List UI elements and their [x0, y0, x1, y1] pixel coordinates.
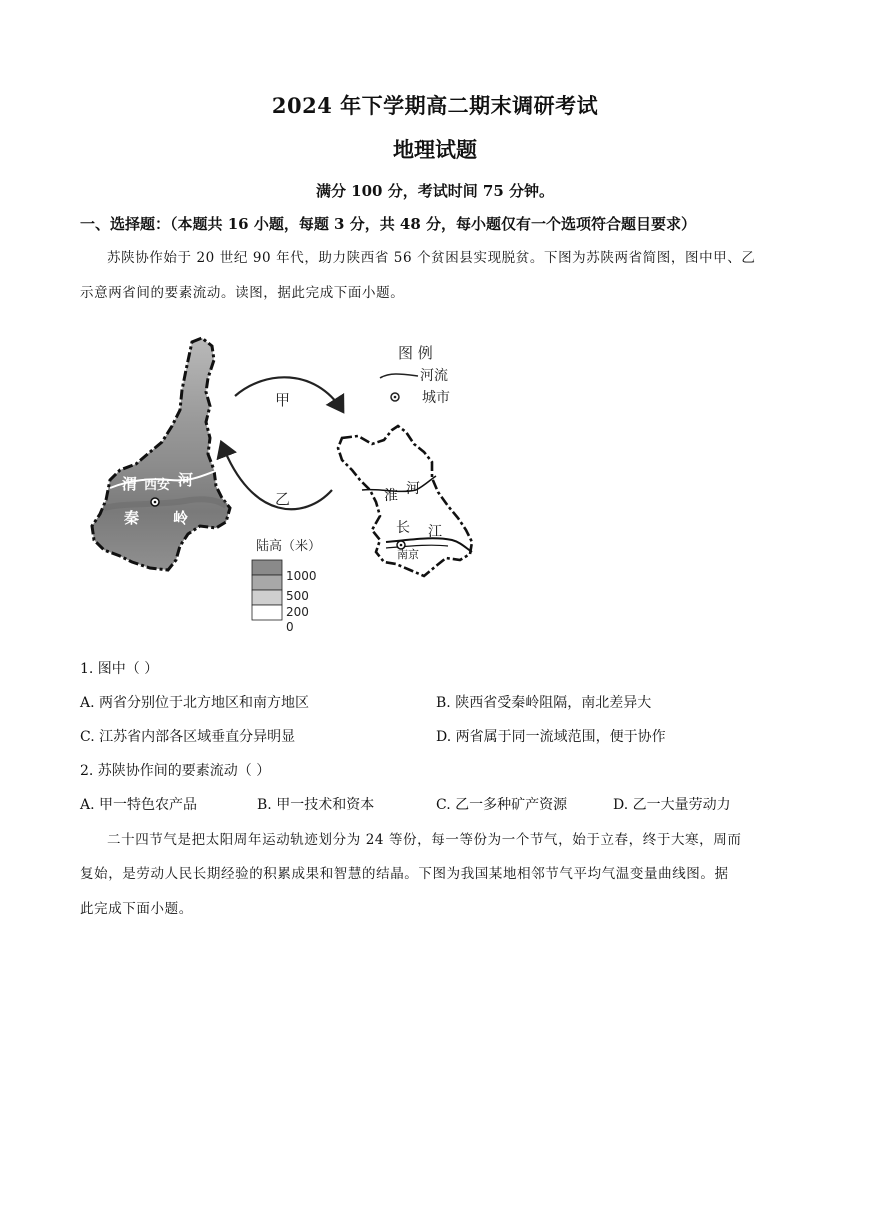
- exam-title: 2024 年下学期高二期末调研考试: [271, 93, 599, 118]
- elevation-tick-1000: 1000: [286, 569, 317, 583]
- question-1-option-d[interactable]: D. 两省属于同一流域范围，便于协作: [436, 729, 666, 745]
- elevation-tick-0: 0: [286, 620, 294, 634]
- arrow-yi-label: 乙: [275, 490, 291, 508]
- he-label-shaanxi: 河: [178, 471, 194, 489]
- xian-label: 西安: [144, 478, 171, 493]
- elevation-title: 陆高（米）: [256, 539, 322, 554]
- elevation-tick-500: 500: [286, 589, 309, 603]
- question-2-option-a[interactable]: A. 甲一特色农产品: [80, 797, 198, 813]
- arrow-jia-label: 甲: [275, 391, 291, 409]
- question-1-option-c[interactable]: C. 江苏省内部各区域垂直分异明显: [80, 729, 296, 745]
- question-1-stem: 1. 图中（ ）: [80, 661, 159, 677]
- passage-2-line-2: 复始，是劳动人民长期经验的积累成果和智慧的结晶。下图为我国某地相邻节气平均气温变量曲线图。据: [80, 866, 729, 882]
- shaanxi-jiangsu-map: [80, 330, 500, 640]
- passage-1-line-1: 苏陕协作始于 20 世纪 90 年代，助力陕西省 56 个贫困县实现脱贫。下图为苏陕两省简图，图中甲、乙: [107, 250, 756, 266]
- legend-river-label: 河流: [420, 368, 448, 384]
- passage-1-line-2: 示意两省间的要素流动。读图，据此完成下面小题。: [80, 285, 405, 301]
- question-2-option-b[interactable]: B. 甲一技术和资本: [257, 797, 375, 813]
- exam-info: 满分 100 分，考试时间 75 分钟。: [315, 182, 555, 200]
- jiang-label: 江: [428, 524, 442, 540]
- question-2-option-d[interactable]: D. 乙一大量劳动力: [613, 797, 731, 813]
- question-2-option-c[interactable]: C. 乙一多种矿产资源: [436, 797, 568, 813]
- legend-city-label: 城市: [422, 390, 450, 406]
- elevation-swatch-500: [252, 575, 282, 590]
- question-1-option-a[interactable]: A. 两省分别位于北方地区和南方地区: [80, 695, 310, 711]
- chang-label: 长: [396, 520, 410, 536]
- nanjing-label: 南京: [397, 548, 419, 561]
- elevation-swatch-0: [252, 605, 282, 620]
- elevation-swatch-1000: [252, 560, 282, 575]
- subject-title: 地理试题: [393, 137, 477, 162]
- passage-2-line-3: 此完成下面小题。: [80, 901, 193, 917]
- elevation-tick-200: 200: [286, 605, 309, 619]
- huai-label: 淮: [384, 488, 398, 504]
- shaanxi-shape: [92, 338, 230, 570]
- wei-label: 渭: [122, 475, 138, 493]
- elevation-swatch-200: [252, 590, 282, 605]
- legend-river-icon: [380, 374, 418, 378]
- legend-title: 图 例: [398, 344, 433, 362]
- section-heading: 一、选择题：（本题共 16 小题，每题 3 分，共 48 分，每小题仅有一个选项符合题目要求）: [80, 215, 697, 233]
- ling-label: 岭: [173, 509, 189, 527]
- question-1-option-b[interactable]: B. 陕西省受秦岭阻隔，南北差异大: [436, 695, 652, 711]
- passage-2-line-1: 二十四节气是把太阳周年运动轨迹划分为 24 等份，每一等份为一个节气，始于立春，终于大寒，周而: [107, 832, 742, 848]
- question-2-stem: 2. 苏陕协作间的要素流动（ ）: [80, 763, 271, 779]
- qin-label: 秦: [124, 509, 140, 527]
- he-label-jiangsu: 河: [406, 481, 420, 497]
